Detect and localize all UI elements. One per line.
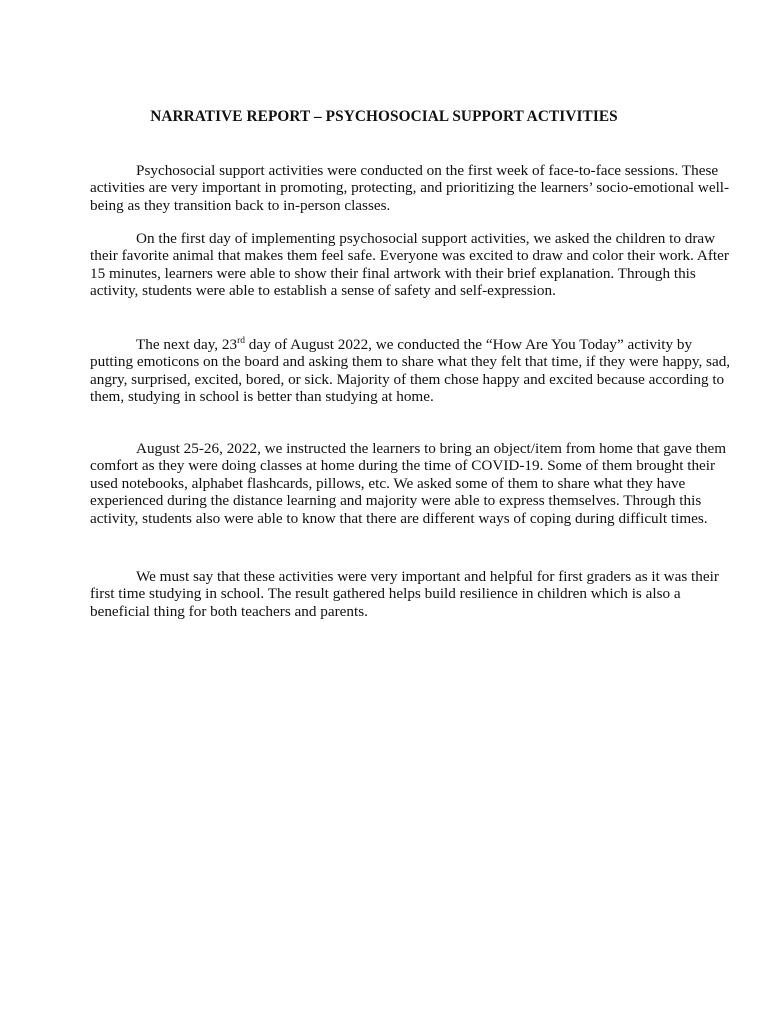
paragraph-conclusion: We must say that these activities were very important and helpful for first graders as it was their first time studying in school. The result gathered helps build resilience in children which is also a beneficial thing for both teachers and parents.: [90, 568, 719, 620]
paragraph-first-day: On the first day of implementing psychosocial support activities, we asked the children to draw their favorite animal that makes them feel safe. Everyone was excited to draw and color their work. After 15 minutes, learners were able to show their final artwork with their brief explanation. Through this activity, students were able to establish a sense of safety and self-expression.: [90, 230, 729, 300]
paragraph-intro: Psychosocial support activities were conducted on the first week of face-to-face sessions. These activities are very important in promoting, protecting, and prioritizing the learners’ socio-emotional well-being as they transition back to in-person classes.: [90, 162, 730, 214]
paragraph-next-day-rest: day of August 2022, we conducted the “How Are You Today” activity by putting emoticons on the board and asking them to share what they felt that time, if they were happy, sad, angry, surprised, excited, bored, or sick. Majority of them chose happy and excited because according to them, studying in school is better than studying at home.: [90, 336, 731, 406]
paragraph-august-25-26: August 25-26, 2022, we instructed the learners to bring an object/item from home that gave them comfort as they were doing classes at home during the time of COVID-19. Some of them brought their used notebooks, alphabet flashcards, pillows, etc. We asked some of them to share what they have experienced during the distance learning and majority were able to express themselves. Through this activity, students also were able to know that there are different ways of coping during difficult times.: [90, 440, 727, 527]
document-title: NARRATIVE REPORT – PSYCHOSOCIAL SUPPORT ACTIVITIES: [150, 108, 618, 125]
paragraph-next-day-start: The next day, 23: [136, 336, 238, 353]
paragraph-next-day: [90, 336, 738, 406]
ordinal-suffix: rd: [237, 336, 245, 346]
